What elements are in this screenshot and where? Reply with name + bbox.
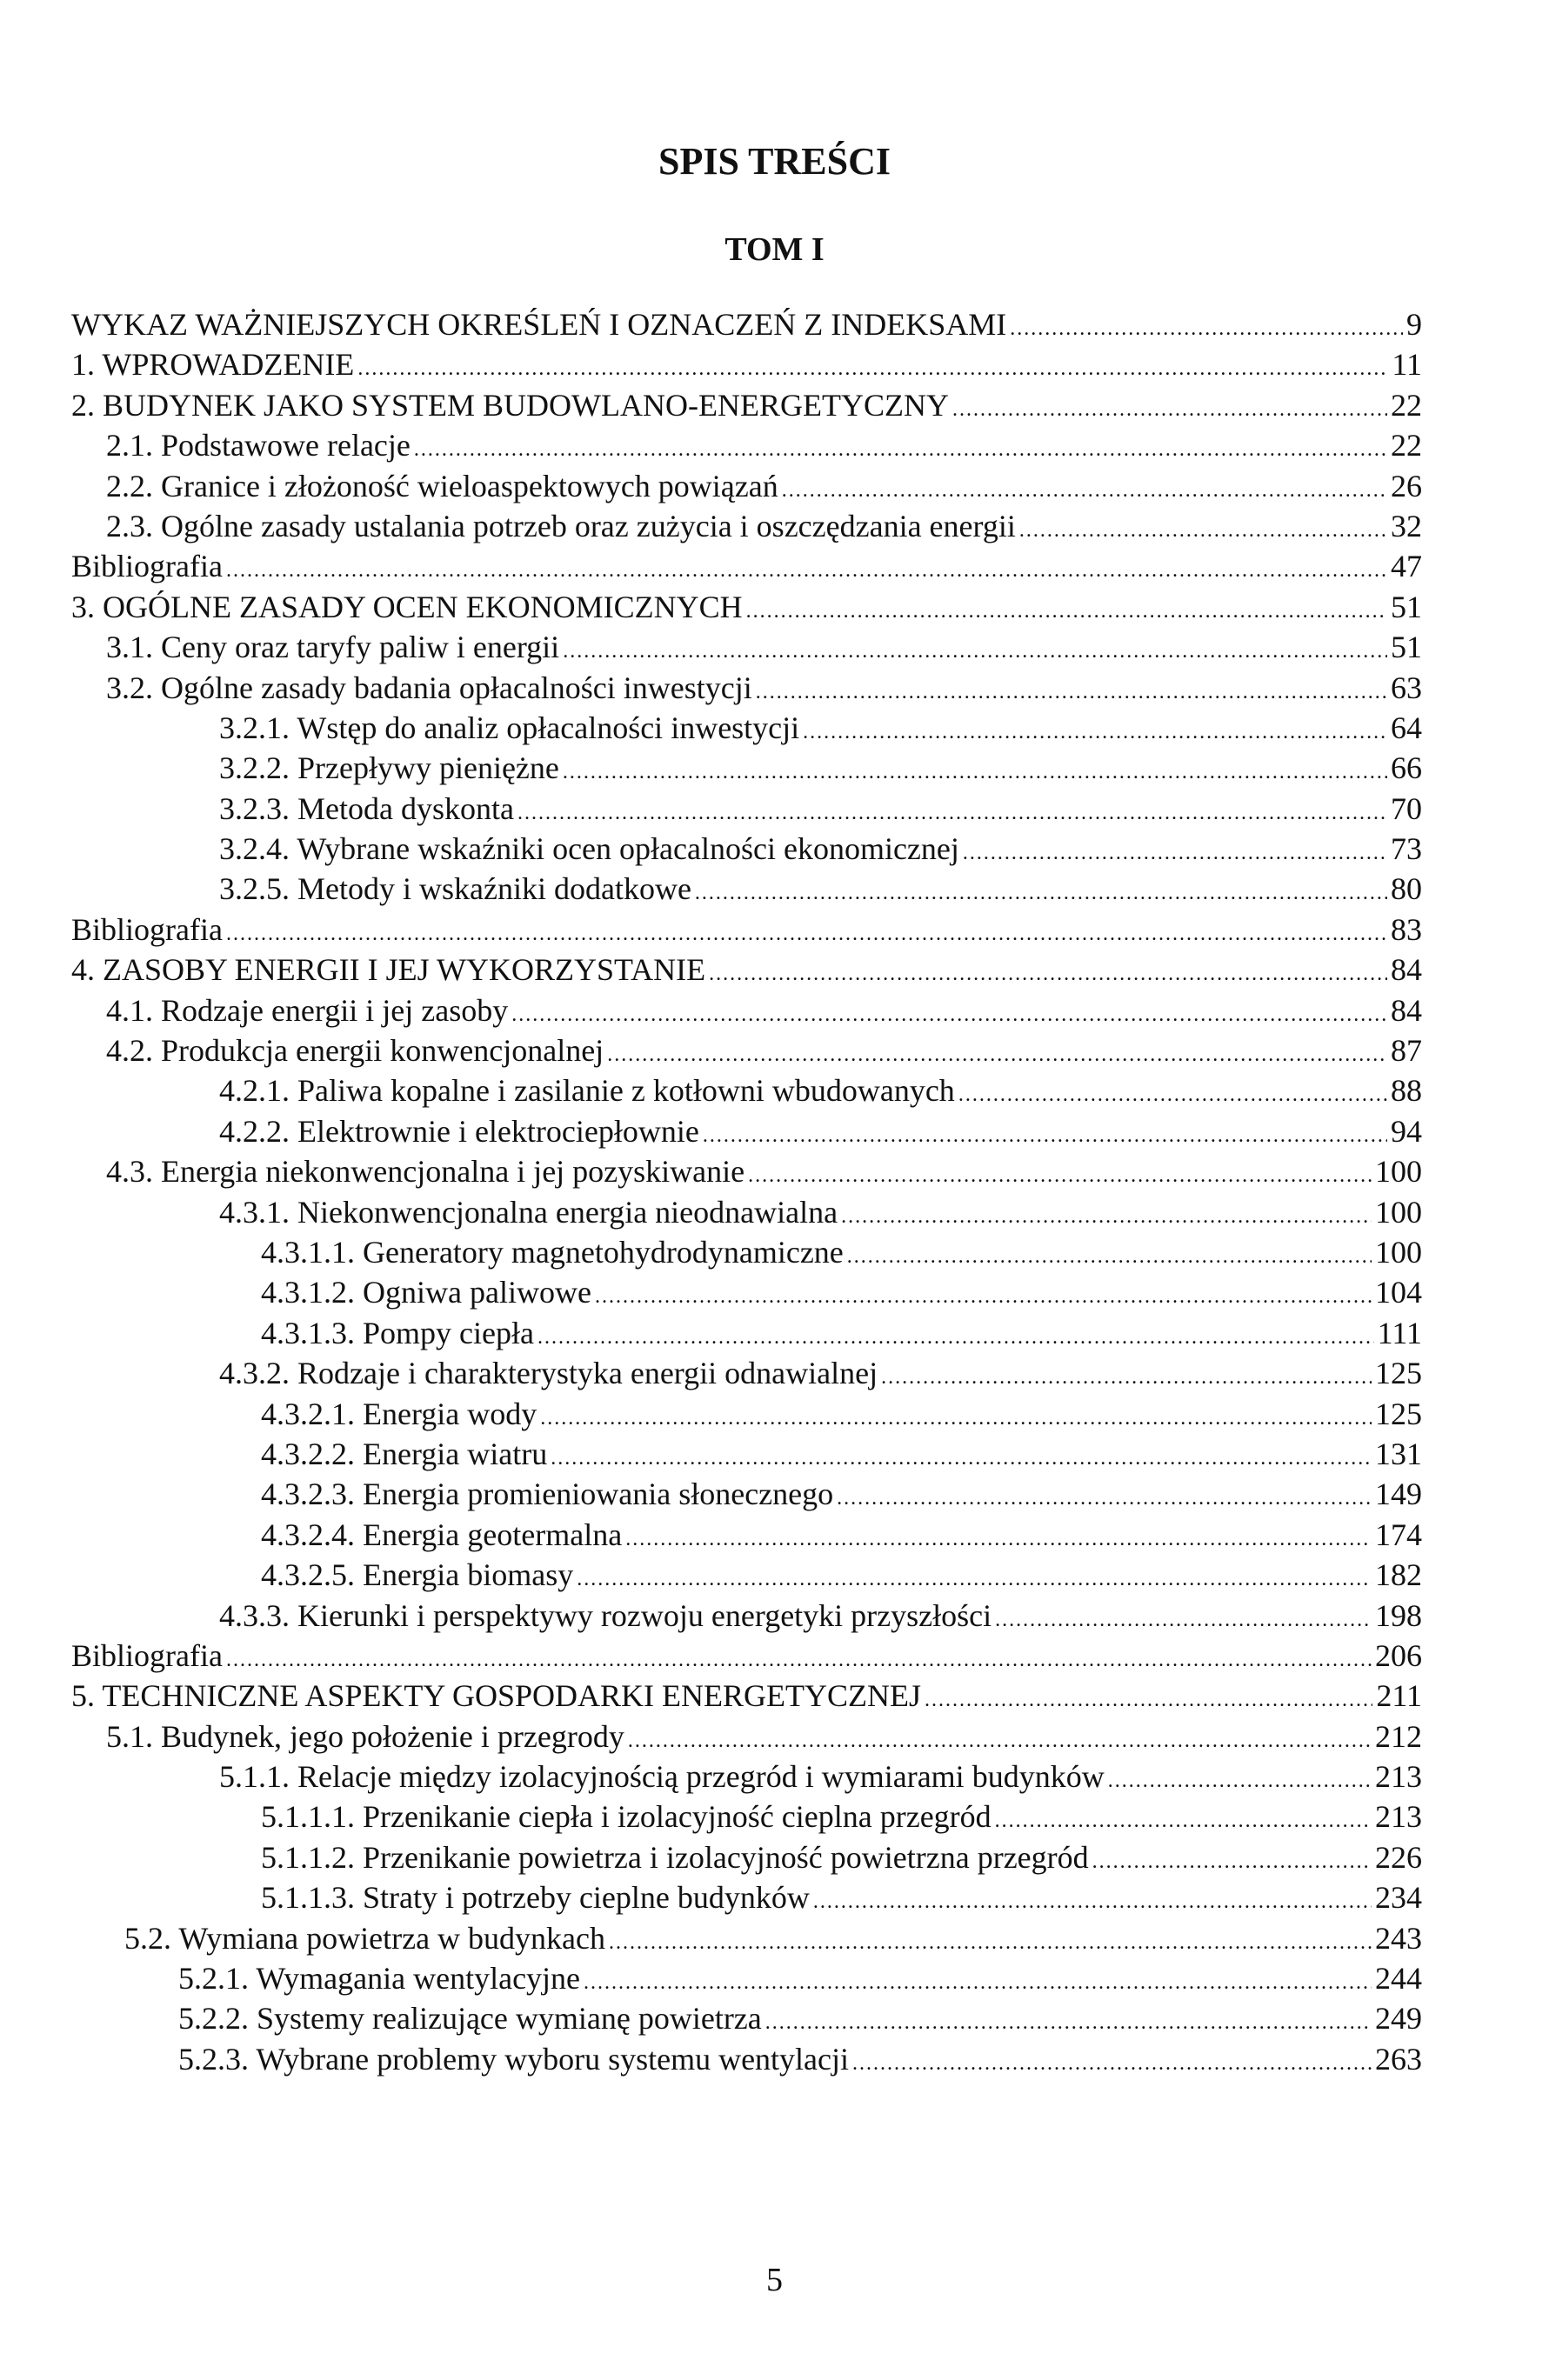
- toc-entry-label: 3.2.5. Metody i wskaźniki dodatkowe: [219, 871, 691, 907]
- toc-entry: [71, 1192, 1422, 1232]
- toc-entry: [71, 789, 1422, 829]
- toc-entry-label: 3.2.4. Wybrane wskaźniki ocen opłacalności ekonomicznej: [219, 831, 959, 867]
- toc-entry-page: 32: [1391, 508, 1422, 543]
- toc-entry-label: Bibliografia: [71, 549, 223, 584]
- toc-entry: [71, 1474, 1422, 1514]
- toc-entry: [71, 506, 1422, 546]
- toc-entry-label: 4.3.1.2. Ogniwa paliwowe: [261, 1275, 591, 1310]
- toc-entry: [71, 1151, 1422, 1191]
- page-number: 5: [766, 2262, 783, 2298]
- dot-leader: [765, 2003, 1372, 2043]
- toc-entry: [71, 1353, 1422, 1393]
- dot-leader: [847, 1237, 1372, 1277]
- dot-leader: [1019, 510, 1387, 550]
- toc-entry-label: 4.2.1. Paliwa kopalne i zasilanie z kotłowni wbudowanych: [219, 1073, 955, 1109]
- toc-entry: [71, 1272, 1422, 1312]
- dot-leader: [952, 390, 1387, 430]
- volume-heading: TOM I: [724, 231, 825, 268]
- toc-entry: [71, 990, 1422, 1030]
- toc-entry-page: 83: [1391, 911, 1422, 947]
- toc-entry: [71, 950, 1422, 990]
- toc-entry-page: 213: [1375, 1799, 1422, 1835]
- toc-entry-label: 5.1.1. Relacje między izolacyjnością przegród i wymiarami budynków: [219, 1759, 1105, 1795]
- toc-entry-label: WYKAZ WAŻNIEJSZYCH OKREŚLEŃ I OZNACZEŃ Z INDEKSAMI: [71, 307, 1007, 342]
- toc-entry-page: 47: [1391, 549, 1422, 584]
- dot-leader: [1108, 1761, 1372, 1801]
- toc-entry-page: 244: [1375, 1961, 1422, 1997]
- toc-entry-label: 4.3. Energia niekonwencjonalna i jej pozyskiwanie: [106, 1154, 745, 1190]
- toc-entry-label: 3.2.3. Metoda dyskonta: [219, 790, 514, 826]
- toc-entry: [71, 466, 1422, 506]
- toc-entry-page: 100: [1375, 1154, 1422, 1190]
- toc-entry: [71, 587, 1422, 627]
- toc-entry-label: 3.2. Ogólne zasady badania opłacalności inwestycji: [106, 670, 752, 705]
- dot-leader: [595, 1277, 1372, 1317]
- toc-entry-label: 4.2.2. Elektrownie i elektrociepłownie: [219, 1113, 699, 1149]
- toc-entry-page: 149: [1375, 1477, 1422, 1512]
- dot-leader: [1092, 1842, 1372, 1882]
- toc-entry: [71, 1797, 1422, 1837]
- dot-leader: [837, 1478, 1372, 1518]
- toc-entry-page: 182: [1375, 1557, 1422, 1593]
- toc-entry: [71, 1676, 1422, 1716]
- dot-leader: [756, 672, 1387, 712]
- dot-leader: [628, 1721, 1372, 1761]
- dot-leader: [584, 1963, 1372, 2003]
- toc-entry: [71, 1837, 1422, 1877]
- dot-leader: [963, 833, 1387, 873]
- dot-leader: [563, 631, 1387, 671]
- toc-entry-label: 4.3.3. Kierunki i perspektywy rozwoju energetyki przyszłości: [219, 1597, 992, 1633]
- toc-entry-label: 5.1.1.3. Straty i potrzeby cieplne budynków: [261, 1880, 810, 1916]
- toc-entry: [71, 546, 1422, 586]
- toc-entry-page: 213: [1375, 1759, 1422, 1795]
- dot-leader: [748, 1156, 1372, 1196]
- toc-entry: [71, 425, 1422, 465]
- toc-entry: [71, 829, 1422, 869]
- toc-entry-label: 2.1. Podstawowe relacje: [106, 428, 411, 463]
- dot-leader: [881, 1357, 1372, 1397]
- dot-leader: [551, 1438, 1372, 1478]
- toc-entry: [71, 627, 1422, 667]
- toc-entry-page: 70: [1391, 790, 1422, 826]
- dot-leader: [695, 873, 1387, 913]
- toc-entry-label: 5.1.1.1. Przenikanie ciepła i izolacyjność cieplna przegród: [261, 1799, 991, 1835]
- toc-entry-page: 51: [1391, 630, 1422, 665]
- toc-entry-label: 4.3.2.5. Energia biomasy: [261, 1557, 574, 1593]
- dot-leader: [703, 1116, 1387, 1156]
- toc-entry: [71, 385, 1422, 425]
- toc-entry-label: 2.3. Ogólne zasady ustalania potrzeb oraz zużycia i oszczędzania energii: [106, 508, 1016, 543]
- toc-entry-page: 212: [1375, 1718, 1422, 1754]
- toc-entry-page: 249: [1375, 2001, 1422, 2037]
- toc-entry: [71, 2039, 1422, 2079]
- dot-leader: [540, 1398, 1372, 1438]
- dot-leader: [414, 430, 1387, 470]
- toc-entry: [71, 748, 1422, 788]
- dot-leader: [577, 1559, 1372, 1599]
- toc-entry: [71, 1070, 1422, 1110]
- dot-leader: [517, 793, 1387, 833]
- toc-entry-page: 131: [1375, 1436, 1422, 1471]
- toc-entry: [71, 1596, 1422, 1636]
- toc-entry-page: 26: [1391, 468, 1422, 503]
- toc-entry: [71, 1030, 1422, 1070]
- toc-entry-page: 73: [1391, 831, 1422, 867]
- toc-entry: [71, 1555, 1422, 1595]
- dot-leader: [226, 550, 1387, 590]
- toc-entry: [71, 1998, 1422, 2038]
- toc-entry-label: 4.3.2. Rodzaje i charakterystyka energii odnawialnej: [219, 1356, 878, 1391]
- dot-leader: [803, 712, 1387, 752]
- toc-entry: [71, 344, 1422, 384]
- toc-entry-page: 64: [1391, 710, 1422, 745]
- toc-entry-label: 5.1. Budynek, jego położenie i przegrody: [106, 1718, 624, 1754]
- toc-entry-page: 243: [1375, 1920, 1422, 1956]
- toc-entry-label: 2.2. Granice i złożoność wieloaspektowych powiązań: [106, 468, 778, 503]
- dot-leader: [511, 995, 1387, 1035]
- toc-entry-label: 3.2.2. Przepływy pieniężne: [219, 750, 559, 786]
- page-title: SPIS TREŚCI: [658, 140, 891, 183]
- toc-entry-label: 5.1.1.2. Przenikanie powietrza i izolacyjność powietrzna przegród: [261, 1839, 1089, 1875]
- toc-entry-page: 174: [1375, 1517, 1422, 1552]
- toc-entry-label: 4.3.2.4. Energia geotermalna: [261, 1517, 623, 1552]
- toc-entry-page: 198: [1375, 1597, 1422, 1633]
- toc-entry-page: 84: [1391, 992, 1422, 1028]
- toc-entry-label: 2. BUDYNEK JAKO SYSTEM BUDOWLANO-ENERGETYCZNY: [71, 387, 949, 423]
- toc-entry-page: 226: [1375, 1839, 1422, 1875]
- toc-entry-page: 11: [1392, 347, 1422, 383]
- toc-entry-page: 104: [1375, 1275, 1422, 1310]
- toc-entry-label: 4.1. Rodzaje energii i jej zasoby: [106, 992, 509, 1028]
- toc-entry-label: 5.2.1. Wymagania wentylacyjne: [178, 1961, 581, 1997]
- dot-leader: [841, 1197, 1372, 1237]
- dot-leader: [709, 954, 1387, 994]
- toc-entry-label: 4.3.1.3. Pompy ciepła: [261, 1315, 534, 1350]
- toc-entry: [71, 1232, 1422, 1272]
- toc-entry: [71, 1636, 1422, 1676]
- toc-entry: [71, 1877, 1422, 1917]
- dot-leader: [925, 1680, 1372, 1720]
- toc-entry-label: 3.2.1. Wstęp do analiz opłacalności inwestycji: [219, 710, 800, 745]
- toc-entry: [71, 1111, 1422, 1151]
- toc-entry: [71, 668, 1422, 708]
- dot-leader: [746, 591, 1387, 631]
- toc-entry-page: 211: [1376, 1678, 1422, 1714]
- dot-leader: [563, 752, 1387, 792]
- toc-entry-label: 4.3.1. Niekonwencjonalna energia nieodnawialna: [219, 1194, 838, 1230]
- toc-entry: [71, 304, 1422, 344]
- toc-entry-page: 234: [1375, 1880, 1422, 1916]
- toc-entry: [71, 1313, 1422, 1353]
- dot-leader: [1010, 309, 1403, 349]
- toc-entry-label: 3.1. Ceny oraz taryfy paliw i energii: [106, 630, 560, 665]
- toc-entry-page: 263: [1375, 2041, 1422, 2077]
- toc-entry-page: 100: [1375, 1234, 1422, 1270]
- toc-entry-page: 66: [1391, 750, 1422, 786]
- dot-leader: [625, 1519, 1372, 1559]
- toc-entry-label: 5.2. Wymiana powietrza w budynkach: [124, 1920, 606, 1956]
- dot-leader: [813, 1882, 1372, 1922]
- toc-entry-label: 4. ZASOBY ENERGII I JEJ WYKORZYSTANIE: [71, 952, 706, 988]
- toc-entry: [71, 1717, 1422, 1757]
- toc-entry-page: 63: [1391, 670, 1422, 705]
- table-of-contents: [71, 304, 1422, 2079]
- toc-entry-label: 4.3.2.2. Energia wiatru: [261, 1436, 548, 1471]
- toc-entry-page: 87: [1391, 1033, 1422, 1069]
- toc-entry: [71, 1394, 1422, 1434]
- toc-entry-label: 4.3.2.1. Energia wody: [261, 1396, 537, 1431]
- toc-entry-page: 22: [1391, 387, 1422, 423]
- dot-leader: [852, 2043, 1372, 2083]
- dot-leader: [609, 1923, 1372, 1963]
- toc-entry: [71, 869, 1422, 909]
- dot-leader: [537, 1317, 1374, 1357]
- toc-entry-label: 4.2. Produkcja energii konwencjonalnej: [106, 1033, 604, 1069]
- dot-leader: [226, 1640, 1372, 1680]
- toc-entry-label: 4.3.1.1. Generatory magnetohydrodynamiczne: [261, 1234, 844, 1270]
- dot-leader: [357, 349, 1388, 389]
- dot-leader: [958, 1075, 1387, 1115]
- toc-entry-page: 51: [1391, 589, 1422, 624]
- toc-entry-page: 80: [1391, 871, 1422, 907]
- dot-leader: [995, 1600, 1372, 1640]
- toc-entry-page: 206: [1375, 1637, 1422, 1673]
- toc-entry-label: 4.3.2.3. Energia promieniowania słonecznego: [261, 1477, 834, 1512]
- toc-entry-page: 125: [1375, 1396, 1422, 1431]
- dot-leader: [995, 1801, 1372, 1841]
- toc-entry-page: 84: [1391, 952, 1422, 988]
- toc-entry-page: 111: [1377, 1315, 1422, 1350]
- toc-entry-label: Bibliografia: [71, 911, 223, 947]
- toc-entry: [71, 1918, 1422, 1958]
- toc-entry-label: 3. OGÓLNE ZASADY OCEN EKONOMICZNYCH: [71, 589, 743, 624]
- toc-entry-page: 100: [1375, 1194, 1422, 1230]
- toc-entry-label: 5. TECHNICZNE ASPEKTY GOSPODARKI ENERGETYCZNEJ: [71, 1678, 922, 1714]
- toc-entry: [71, 1515, 1422, 1555]
- toc-entry-page: 9: [1406, 307, 1422, 342]
- toc-entry: [71, 1757, 1422, 1797]
- toc-entry-page: 125: [1375, 1356, 1422, 1391]
- toc-entry: [71, 1434, 1422, 1474]
- toc-entry: [71, 1958, 1422, 1998]
- toc-entry-page: 22: [1391, 428, 1422, 463]
- toc-entry-label: 1. WPROWADZENIE: [71, 347, 355, 383]
- toc-entry: [71, 708, 1422, 748]
- toc-entry: [71, 910, 1422, 950]
- toc-entry-label: 5.2.3. Wybrane problemy wyboru systemu wentylacji: [178, 2041, 850, 2077]
- toc-entry-label: Bibliografia: [71, 1637, 223, 1673]
- dot-leader: [782, 470, 1387, 510]
- toc-entry-page: 88: [1391, 1073, 1422, 1109]
- dot-leader: [226, 914, 1387, 954]
- toc-entry-page: 94: [1391, 1113, 1422, 1149]
- toc-entry-label: 5.2.2. Systemy realizujące wymianę powietrza: [178, 2001, 762, 2037]
- dot-leader: [607, 1035, 1387, 1075]
